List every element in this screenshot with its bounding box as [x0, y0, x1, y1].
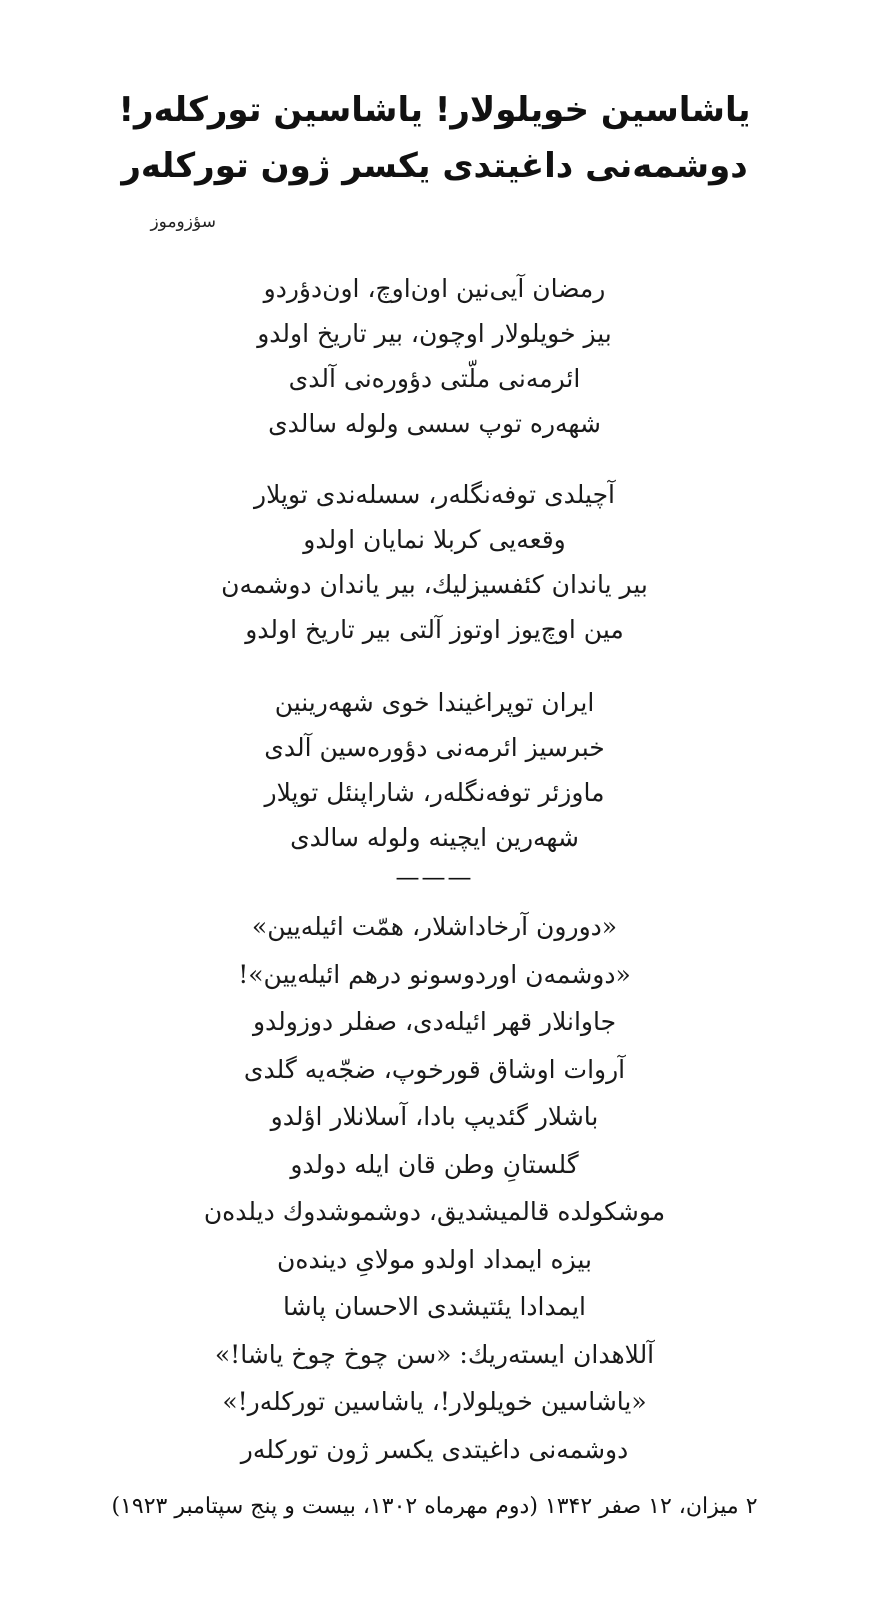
verse-line: دوشمه‌نی داغیتدی یکسر ژون تورکله‌ر: [240, 1434, 629, 1464]
author-label: سؤزوموز: [150, 212, 216, 232]
verse-line: شهه‌ره توپ سسی ولوله سالدی: [268, 409, 601, 438]
verse-line: جاوانلار قهر ائیله‌دی، صفلر دوزولدو: [252, 1007, 617, 1036]
title-line-1: یاشاسین خویلولار! یاشاسین تورکله‌ر!: [118, 90, 751, 130]
verse-line: بیزه ایمداد اولدو مولایِ دینده‌ن: [277, 1244, 592, 1274]
verse-line: «یاشاسین خویلولار!، یاشاسین تورکله‌ر!»: [222, 1387, 647, 1416]
verse-line: آچیلدی توفه‌نگله‌ر، سسله‌ندی توپلار: [254, 480, 615, 509]
verse-line: باشلار گئدیپ بادا، آسلانلار اؤلدو: [270, 1102, 599, 1131]
verse-line: «دورون آرخاداشلار، همّت ائیله‌یین»: [251, 912, 618, 941]
verse-line: مین اوچ‌یوز اوتوز آلتی بیر تاریخ اولدو: [245, 615, 624, 644]
verse-line: ایران توپراغیندا خوی شهه‌رینین: [274, 688, 595, 717]
verse-line: شهه‌رین ایچینه ولوله سالدی: [290, 823, 579, 852]
stanza-4: [0, 903, 869, 1473]
verse-line: آروات اوشاق قورخوپ، ضجّه‌یه گلدی: [243, 1054, 626, 1084]
stanza-3: [0, 680, 869, 860]
verse-line: ماوزئر توفه‌نگله‌ر، شاراپنئل توپلار: [264, 778, 605, 807]
verse-line: بیر یاندان کئفسیزلیك، بیر یاندان دوشمه‌ن: [221, 570, 648, 599]
stanza-1: [0, 266, 869, 446]
verse-line: «دوشمه‌ن اوردوسونو درهم ائیله‌یین»!: [238, 959, 631, 989]
poem-title: [0, 82, 869, 194]
verse-line: ائرمه‌نی ملّتی دؤوره‌نی آلدی: [288, 364, 581, 393]
verse-line: آللاهدان ایسته‌ریك: «سن چوخ چوخ یاشا!»: [214, 1339, 655, 1369]
verse-line: رمضان آیی‌نین اون‌اوچ، اون‌دؤردو: [263, 274, 606, 303]
verse-line: موشکولده قالمیشدیق، دوشموشدوك دیلده‌ن: [203, 1197, 666, 1226]
title-line-2: دوشمه‌نی داغیتدی یکسر ژون تورکله‌ر: [121, 146, 748, 186]
verse-line: خبرسیز ائرمه‌نی دؤوره‌سین آلدی: [264, 733, 605, 762]
section-separator: ———: [395, 863, 474, 891]
verse-line: ایمدادا یئتیشدی الاحسان پاشا: [282, 1292, 586, 1321]
date-line: ۲ میزان، ۱۲ صفر ۱۳۴۲ (دوم مهرماه ۱۳۰۲، بیست و پنج سپتامبر ۱۹۲۳): [111, 1494, 758, 1519]
verse-line: بیز خویلولار اوچون، بیر تاریخ اولدو: [257, 319, 612, 348]
verse-line: وقعه‌یی کربلا نمایان اولدو: [303, 525, 566, 554]
verse-line: گلستانِ وطن قان ایله دولدو: [290, 1149, 579, 1179]
stanza-2: [0, 472, 869, 652]
